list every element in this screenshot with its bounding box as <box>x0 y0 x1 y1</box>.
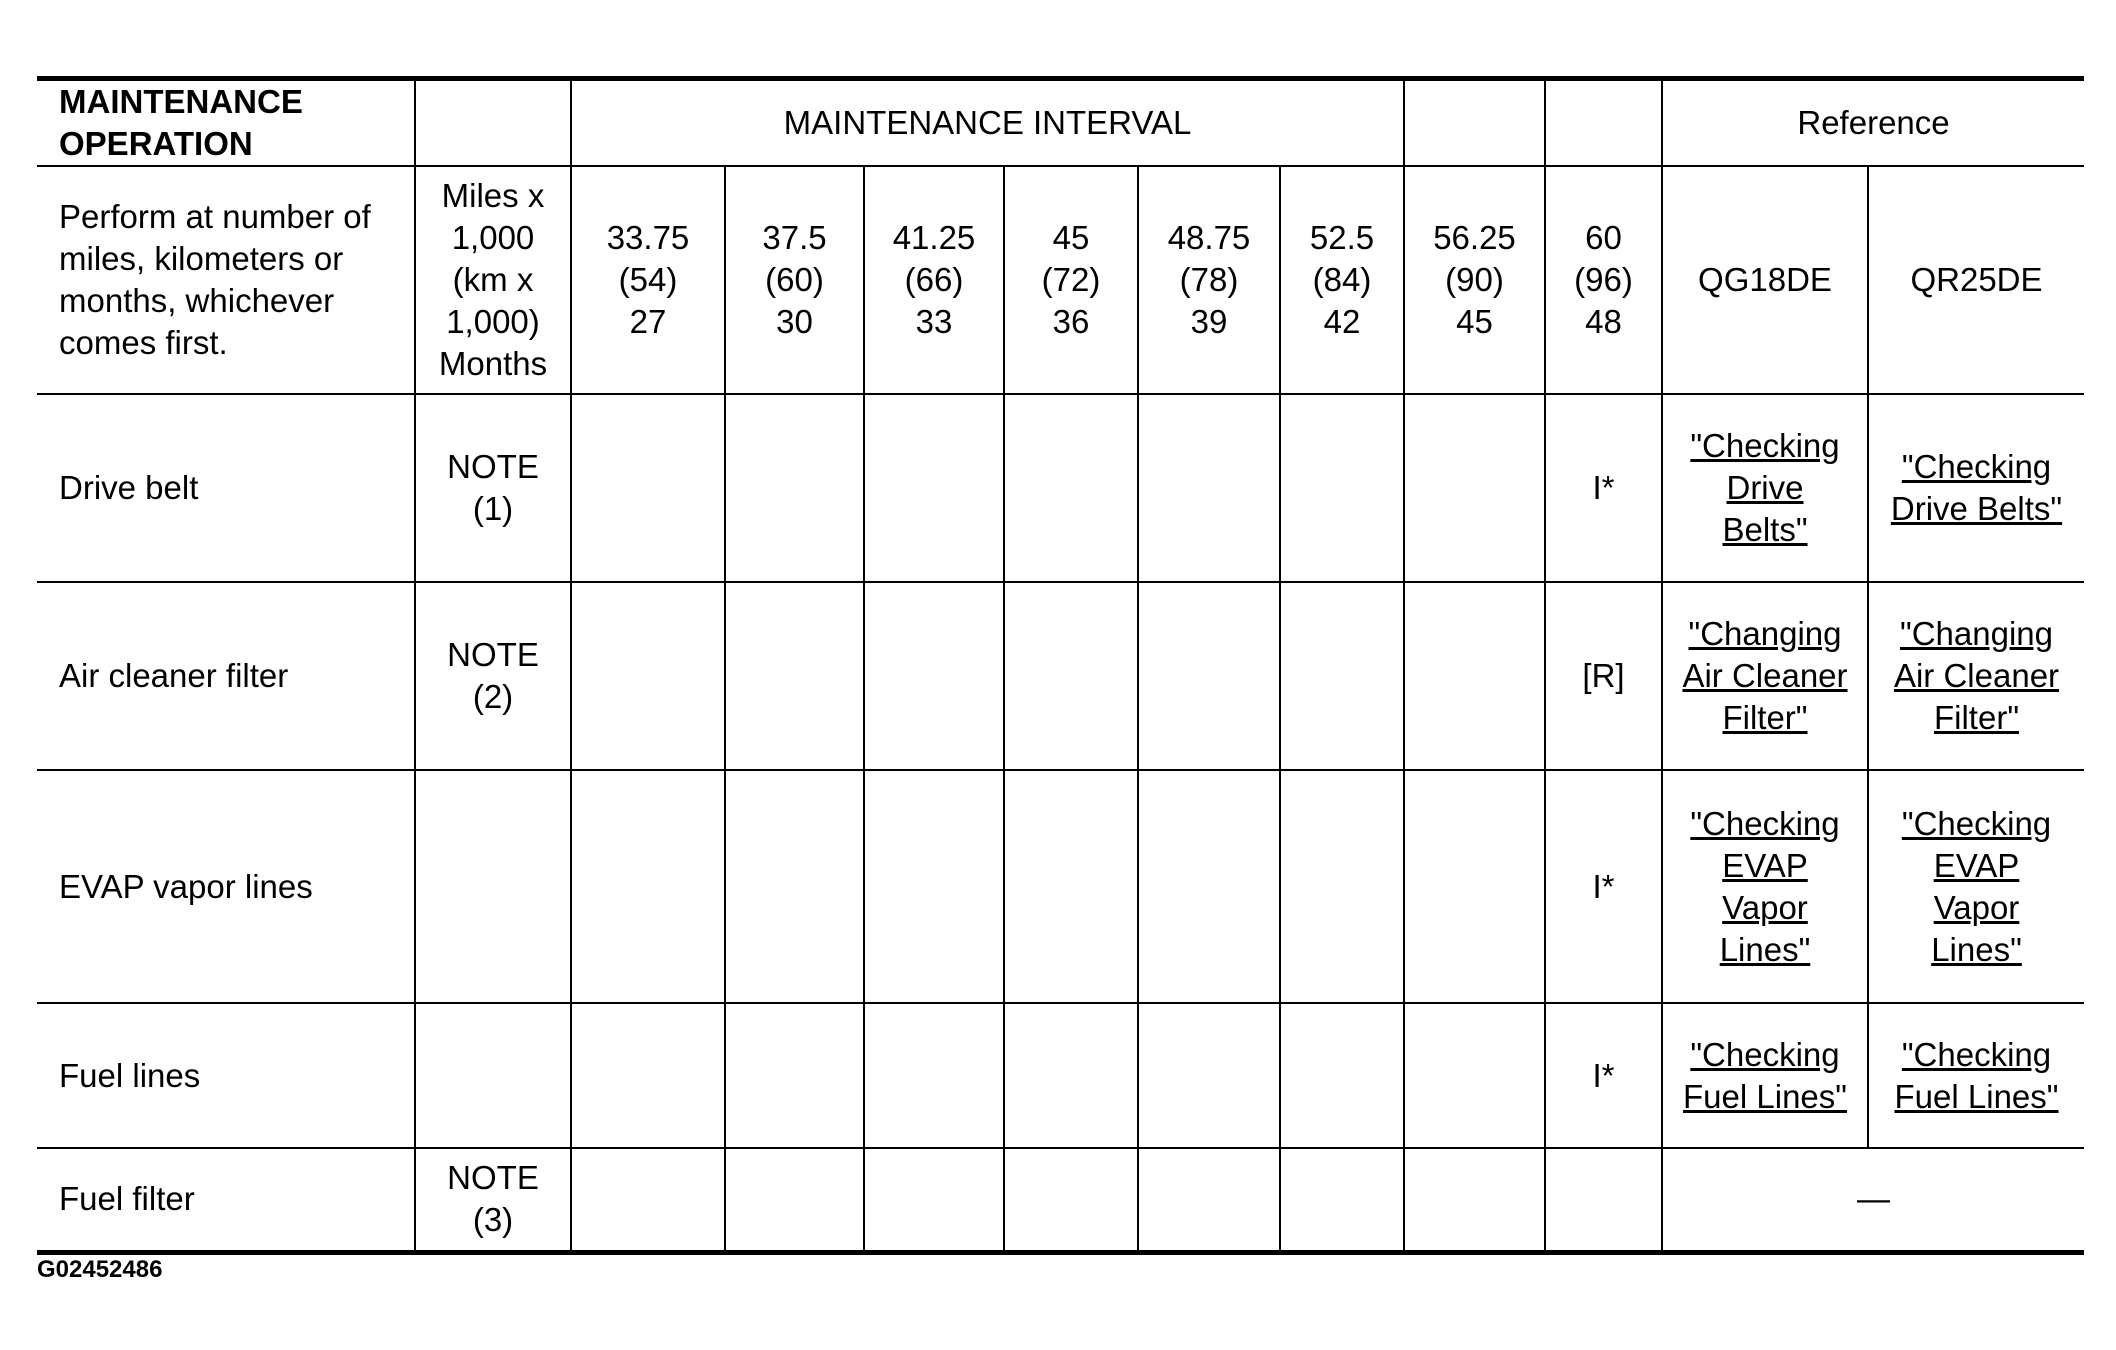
table-row <box>37 394 2084 582</box>
interval-cell: 37.5 (60) 30 <box>725 166 864 394</box>
reference-link-qr25de[interactable]: "Checking Drive Belts" <box>1868 394 2084 582</box>
header-blank-cell <box>1545 79 1662 167</box>
operation-name: Fuel lines <box>37 1003 415 1148</box>
interval-60-value: I* <box>1545 394 1662 582</box>
units-line: 1,000) <box>446 303 540 340</box>
maintenance-schedule-table <box>37 76 2084 1255</box>
header-row-title <box>37 79 2084 167</box>
reference-link-qr25de[interactable]: "Checking Fuel Lines" <box>1868 1003 2084 1148</box>
interval-60-value: I* <box>1545 1003 1662 1148</box>
interval-cell: 45 (72) 36 <box>1004 166 1138 394</box>
reference-link-qg18de[interactable]: "Checking Drive Belts" <box>1662 394 1868 582</box>
interval-title: MAINTENANCE INTERVAL <box>571 79 1404 167</box>
interval-cell: 48.75 (78) 39 <box>1138 166 1280 394</box>
units-line: Months <box>438 345 548 382</box>
interval-cell: 60 (96) 48 <box>1545 166 1662 394</box>
operation-name: Drive belt <box>37 394 415 582</box>
figure-id: G02452486 <box>37 1256 163 1283</box>
table-row <box>37 770 2084 1003</box>
reference-link-qg18de[interactable]: "Checking EVAP Vapor Lines" <box>1662 770 1868 1003</box>
reference-link-qr25de[interactable]: "Checking EVAP Vapor Lines" <box>1868 770 2084 1003</box>
engine-qg18de-header: QG18DE <box>1662 166 1868 394</box>
units-line: 1,000 <box>451 219 535 256</box>
units-line: Miles x <box>441 177 545 214</box>
table-row <box>37 1003 2084 1148</box>
reference-title: Reference <box>1662 79 2084 167</box>
interval-cell: 33.75 (54) 27 <box>571 166 725 394</box>
interval-cell: 52.5 (84) 42 <box>1280 166 1404 394</box>
table-row <box>37 582 2084 770</box>
reference-link-qg18de[interactable]: "Changing Air Cleaner Filter" <box>1662 582 1868 770</box>
header-row-intervals <box>37 166 2084 394</box>
operation-name: EVAP vapor lines <box>37 770 415 1003</box>
interval-60-value: [R] <box>1545 582 1662 770</box>
note-cell <box>415 770 571 1003</box>
note-cell <box>415 1003 571 1148</box>
interval-cell: 56.25 (90) 45 <box>1404 166 1545 394</box>
note-cell: NOTE (1) <box>415 394 571 582</box>
note-cell: NOTE (3) <box>415 1148 571 1252</box>
engine-qr25de-header: QR25DE <box>1868 166 2084 394</box>
operation-name: Air cleaner filter <box>37 582 415 770</box>
units-line: (km x <box>452 261 534 298</box>
table-row <box>37 1148 2084 1252</box>
interval-60-value <box>1545 1148 1662 1252</box>
header-blank-cell <box>1404 79 1545 167</box>
interval-cell: 41.25 (66) 33 <box>864 166 1004 394</box>
reference-link-qg18de[interactable]: "Checking Fuel Lines" <box>1662 1003 1868 1148</box>
perform-instructions: Perform at number of miles, kilometers or months, whichever comes first. <box>37 166 415 394</box>
reference-none: — <box>1662 1148 2084 1252</box>
reference-link-qr25de[interactable]: "Changing Air Cleaner Filter" <box>1868 582 2084 770</box>
operation-title: MAINTENANCE OPERATION <box>37 79 415 167</box>
operation-name: Fuel filter <box>37 1148 415 1252</box>
interval-60-value: I* <box>1545 770 1662 1003</box>
units-cell <box>415 166 571 394</box>
note-cell: NOTE (2) <box>415 582 571 770</box>
